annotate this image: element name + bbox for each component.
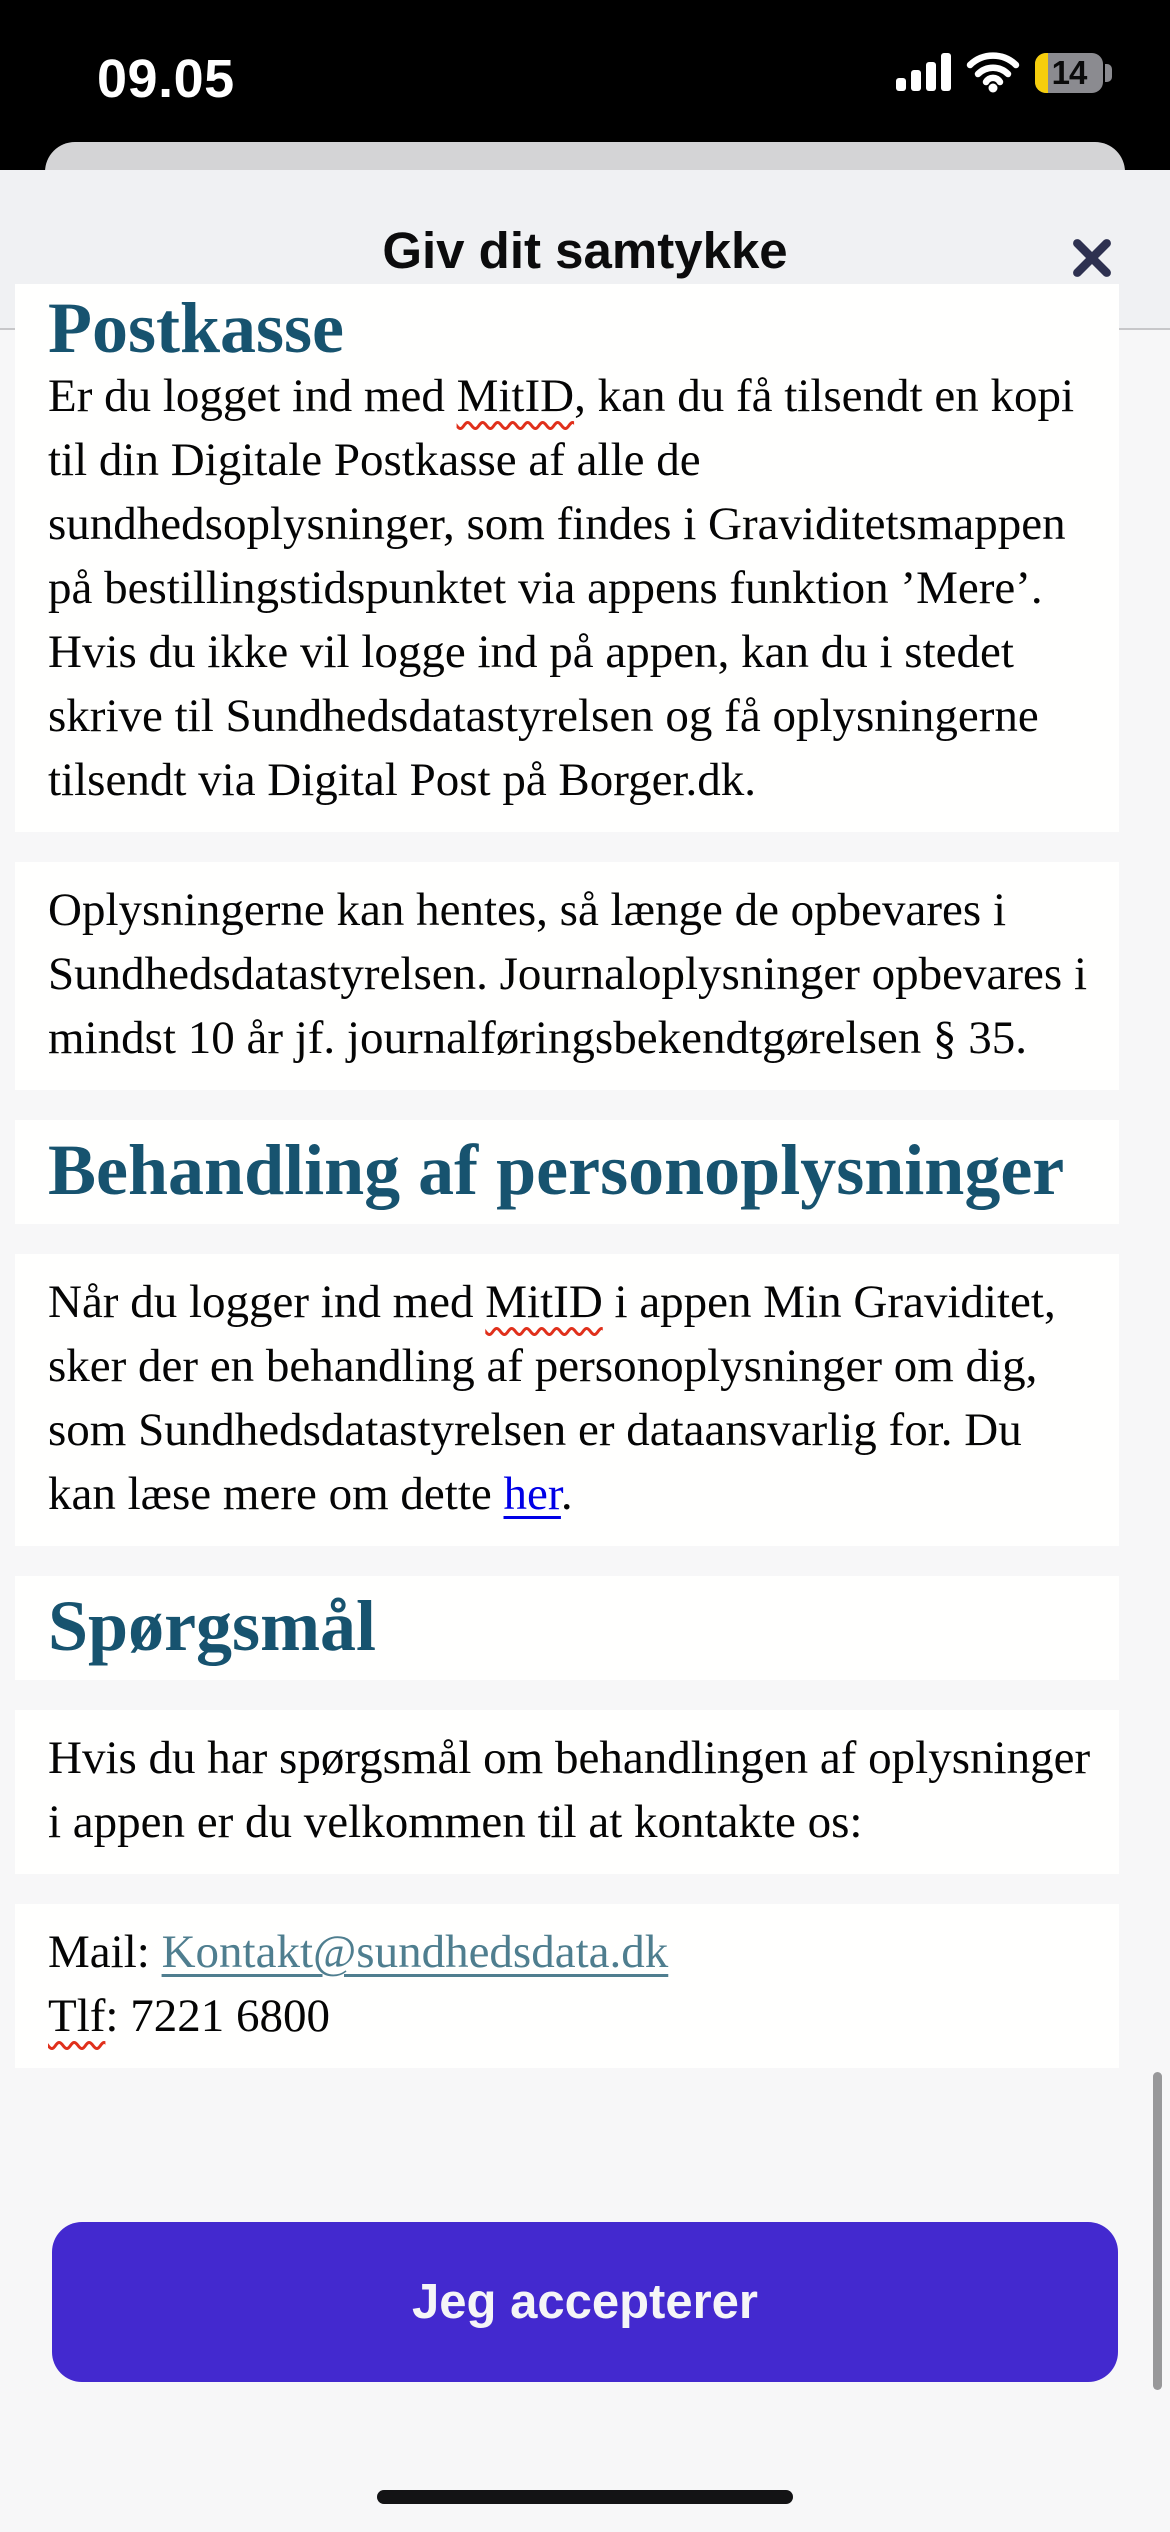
heading-behandling: Behandling af personoplysninger — [48, 1130, 1065, 1210]
accept-button[interactable]: Jeg accepterer — [52, 2222, 1118, 2382]
section-postkasse — [15, 284, 1119, 832]
consent-sheet — [0, 170, 1170, 2532]
paragraph-postkasse-2: Oplysningerne kan hentes, så længe de opbevares i Sundhedsdatastyrelsen. Journaloplysninger opbevares i mindst 10 år jf. journalføringsbekendtgørelsen § 35. — [48, 884, 1088, 1064]
wifi-icon — [966, 52, 1020, 94]
consent-text-scroll-area[interactable] — [0, 288, 1170, 2532]
her-link[interactable]: her — [503, 1468, 561, 1520]
scrollbar-thumb[interactable] — [1153, 2072, 1162, 2390]
battery-percent: 14 — [1051, 54, 1087, 91]
status-bar — [0, 0, 1170, 140]
status-icons — [896, 52, 1113, 94]
sheet-title: Giv dit samtykke — [382, 221, 788, 279]
paragraph-behandling: Når du logger ind med MitID i appen Min Graviditet, sker der en behandling af personoplysninger om dig, som Sundhedsdatastyrelsen er dataansvarlig for. Du kan læse mere om dette her. — [48, 1276, 1056, 1520]
clipped-heading-postkasse — [48, 284, 1099, 368]
section-behandling — [15, 1254, 1119, 1546]
misspelled-word: MitID — [485, 1276, 603, 1328]
cellular-signal-icon — [896, 53, 951, 93]
heading-spoergsmaal: Spørgsmål — [48, 1586, 377, 1666]
close-icon — [1066, 232, 1118, 284]
home-indicator[interactable] — [377, 2490, 793, 2504]
paragraph-spoergsmaal: Hvis du har spørgsmål om behandlingen af oplysninger i appen er du velkommen til at kontakte os: — [48, 1732, 1091, 1848]
section-postkasse-2 — [15, 862, 1119, 1090]
contact-phone-line: Tlf: 7221 6800 — [48, 1990, 330, 2042]
contact-mail-line: Mail: Kontakt@sundhedsdata.dk — [48, 1926, 669, 1978]
misspelled-word: MitID — [456, 370, 575, 422]
section-behandling-heading — [15, 1120, 1119, 1224]
heading-postkasse: Postkasse — [48, 288, 345, 368]
section-spoergsmaal — [15, 1710, 1119, 1874]
section-contact — [15, 1904, 1119, 2068]
close-button[interactable] — [1061, 227, 1123, 289]
paragraph-postkasse-1: Er du logget ind med MitID, kan du få tilsendt en kopi til din Digitale Postkasse af alle de sundhedsoplysninger, som findes i Graviditetsmappen på bestillingstidspunktet via appens funktion ’Mere’. Hvis du ikke vil logge ind på appen, kan du i stedet skrive til Sundhedsdatastyrelsen og få oplysningerne tilsendt via Digital Post på Borger.dk. — [48, 370, 1075, 806]
clock: 09.05 — [97, 49, 235, 109]
section-spoergsmaal-heading — [15, 1576, 1119, 1680]
battery-icon — [1035, 53, 1103, 93]
mail-link[interactable]: Kontakt@sundhedsdata.dk — [161, 1926, 669, 1978]
misspelled-word: Tlf — [48, 1990, 106, 2042]
